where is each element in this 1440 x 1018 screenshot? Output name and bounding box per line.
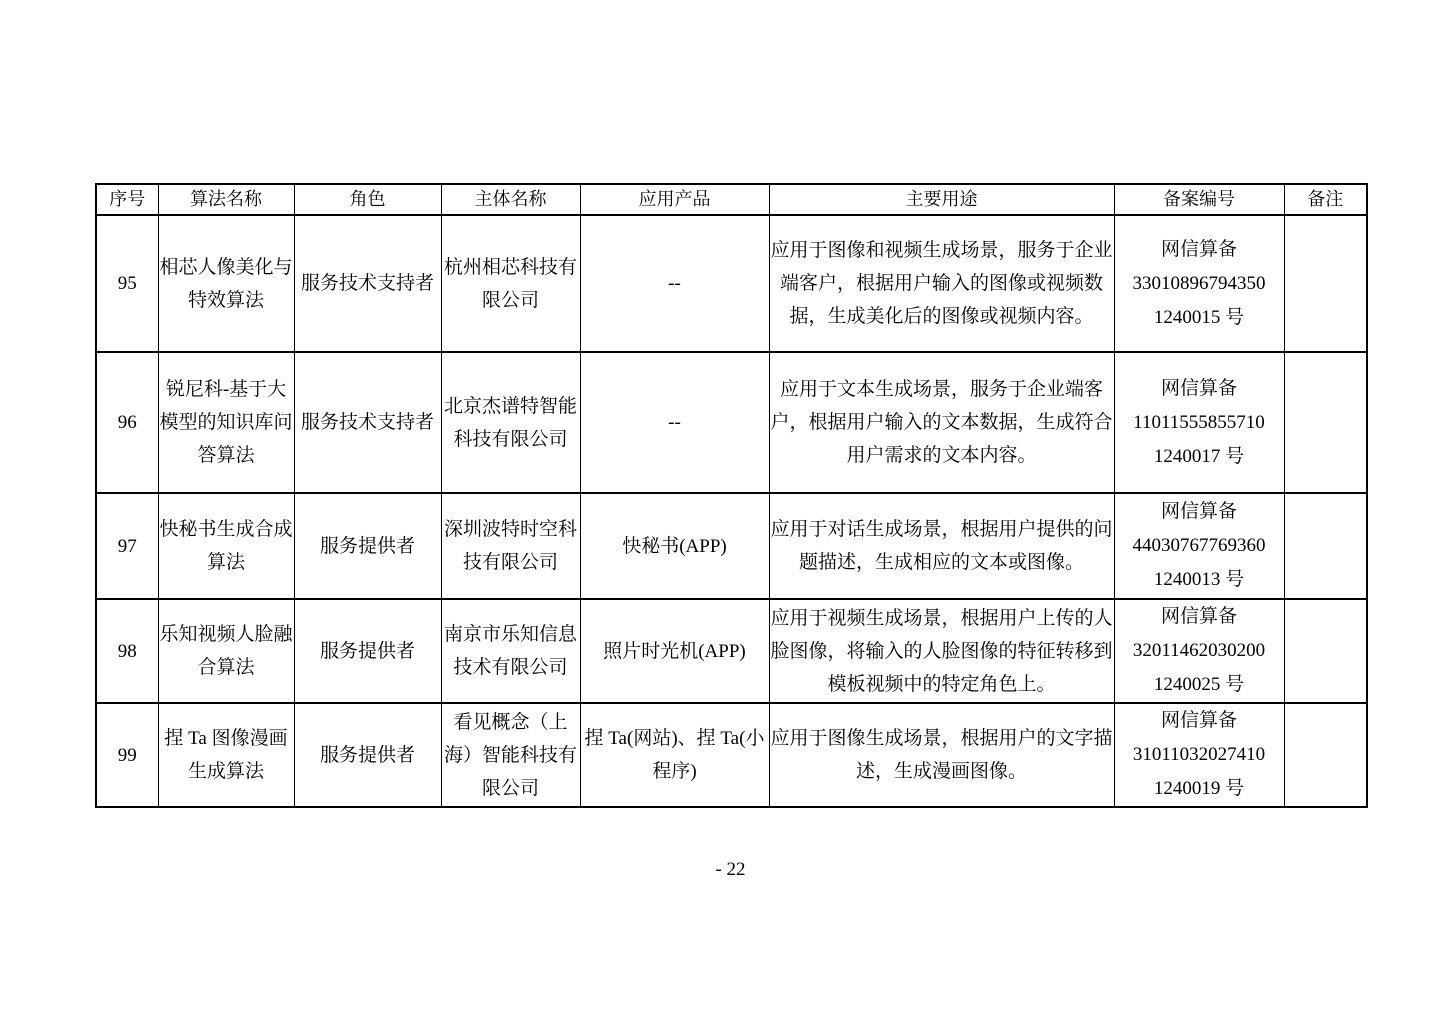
- filing-suffix: 1240013 号: [1153, 569, 1245, 590]
- filing-digits: 33010896794350: [1132, 272, 1266, 294]
- cell-entity-name: 深圳波特时空科技有限公司: [441, 493, 580, 599]
- cell-entity-name: 看见概念（上海）智能科技有限公司: [441, 703, 580, 807]
- filing-suffix: 1240019 号: [1153, 778, 1245, 799]
- cell-algorithm-name: 锐尼科-基于大模型的知识库问答算法: [158, 352, 294, 493]
- filing-digits: 44030767769360: [1132, 535, 1266, 556]
- cell-role: 服务技术支持者: [294, 352, 441, 493]
- col-header-purpose: 主要用途: [769, 184, 1114, 215]
- filing-agency: 网信算备: [1160, 238, 1237, 260]
- filing-digits: 11011555855710: [1133, 411, 1265, 433]
- table-row: [96, 599, 1367, 703]
- col-header-product: 应用产品: [580, 184, 769, 215]
- cell-entity-name: 北京杰谱特智能科技有限公司: [441, 352, 580, 493]
- cell-purpose: 应用于图像和视频生成场景，服务于企业端客户，根据用户输入的图像或视频数据，生成美化后的图像或视频内容。: [769, 215, 1114, 352]
- page-number: - 22: [715, 859, 746, 880]
- cell-product: --: [580, 352, 769, 493]
- cell-role: 服务提供者: [294, 493, 441, 599]
- cell-purpose: 应用于对话生成场景，根据用户提供的问题描述，生成相应的文本或图像。: [769, 493, 1114, 599]
- col-header-role: 角色: [294, 184, 441, 215]
- filing-agency: 网信算备: [1160, 501, 1237, 522]
- cell-algorithm-name: 相芯人像美化与特效算法: [158, 215, 294, 352]
- cell-filing-number: [1114, 599, 1284, 703]
- col-header-algorithm-name: 算法名称: [158, 184, 294, 215]
- table-row: [96, 215, 1367, 352]
- filing-suffix: 1240017 号: [1153, 445, 1245, 467]
- cell-product: 捏 Ta(网站)、捏 Ta(小程序): [580, 703, 769, 807]
- col-header-remark: 备注: [1284, 184, 1367, 215]
- cell-remark: [1284, 703, 1367, 807]
- table-row: [96, 703, 1367, 807]
- filing-suffix: 1240025 号: [1153, 674, 1245, 695]
- filing-digits: 31011032027410: [1132, 744, 1266, 765]
- filing-agency: 网信算备: [1160, 377, 1237, 399]
- cell-index: 98: [96, 599, 158, 703]
- cell-role: 服务提供者: [294, 703, 441, 807]
- filing-suffix: 1240015 号: [1153, 306, 1245, 328]
- table-header-row: [96, 184, 1367, 215]
- col-header-entity-name: 主体名称: [441, 184, 580, 215]
- cell-role: 服务提供者: [294, 599, 441, 703]
- cell-algorithm-name: 快秘书生成合成算法: [158, 493, 294, 599]
- cell-index: 99: [96, 703, 158, 807]
- cell-purpose: 应用于图像生成场景，根据用户的文字描述，生成漫画图像。: [769, 703, 1114, 807]
- cell-product: 照片时光机(APP): [580, 599, 769, 703]
- cell-index: 96: [96, 352, 158, 493]
- cell-purpose: 应用于文本生成场景，服务于企业端客户，根据用户输入的文本数据，生成符合用户需求的文本内容。: [769, 352, 1114, 493]
- algorithm-registry-table: [95, 183, 1368, 808]
- cell-filing-number: [1114, 352, 1284, 493]
- cell-remark: [1284, 599, 1367, 703]
- cell-product: --: [580, 215, 769, 352]
- filing-digits: 32011462030200: [1132, 640, 1266, 661]
- cell-product: 快秘书(APP): [580, 493, 769, 599]
- cell-purpose: 应用于视频生成场景，根据用户上传的人脸图像，将输入的人脸图像的特征转移到模板视频中的特定角色上。: [769, 599, 1114, 703]
- cell-remark: [1284, 352, 1367, 493]
- col-header-index: 序号: [96, 184, 158, 215]
- cell-algorithm-name: 乐知视频人脸融合算法: [158, 599, 294, 703]
- cell-algorithm-name: 捏 Ta 图像漫画生成算法: [158, 703, 294, 807]
- table-row: [96, 493, 1367, 599]
- filing-agency: 网信算备: [1160, 606, 1237, 627]
- cell-filing-number: [1114, 493, 1284, 599]
- cell-remark: [1284, 493, 1367, 599]
- cell-remark: [1284, 215, 1367, 352]
- cell-index: 95: [96, 215, 158, 352]
- cell-filing-number: [1114, 703, 1284, 807]
- cell-role: 服务技术支持者: [294, 215, 441, 352]
- filing-agency: 网信算备: [1160, 710, 1237, 731]
- cell-entity-name: 南京市乐知信息技术有限公司: [441, 599, 580, 703]
- cell-entity-name: 杭州相芯科技有限公司: [441, 215, 580, 352]
- col-header-filing-number: 备案编号: [1114, 184, 1284, 215]
- cell-filing-number: [1114, 215, 1284, 352]
- table-row: [96, 352, 1367, 493]
- cell-index: 97: [96, 493, 158, 599]
